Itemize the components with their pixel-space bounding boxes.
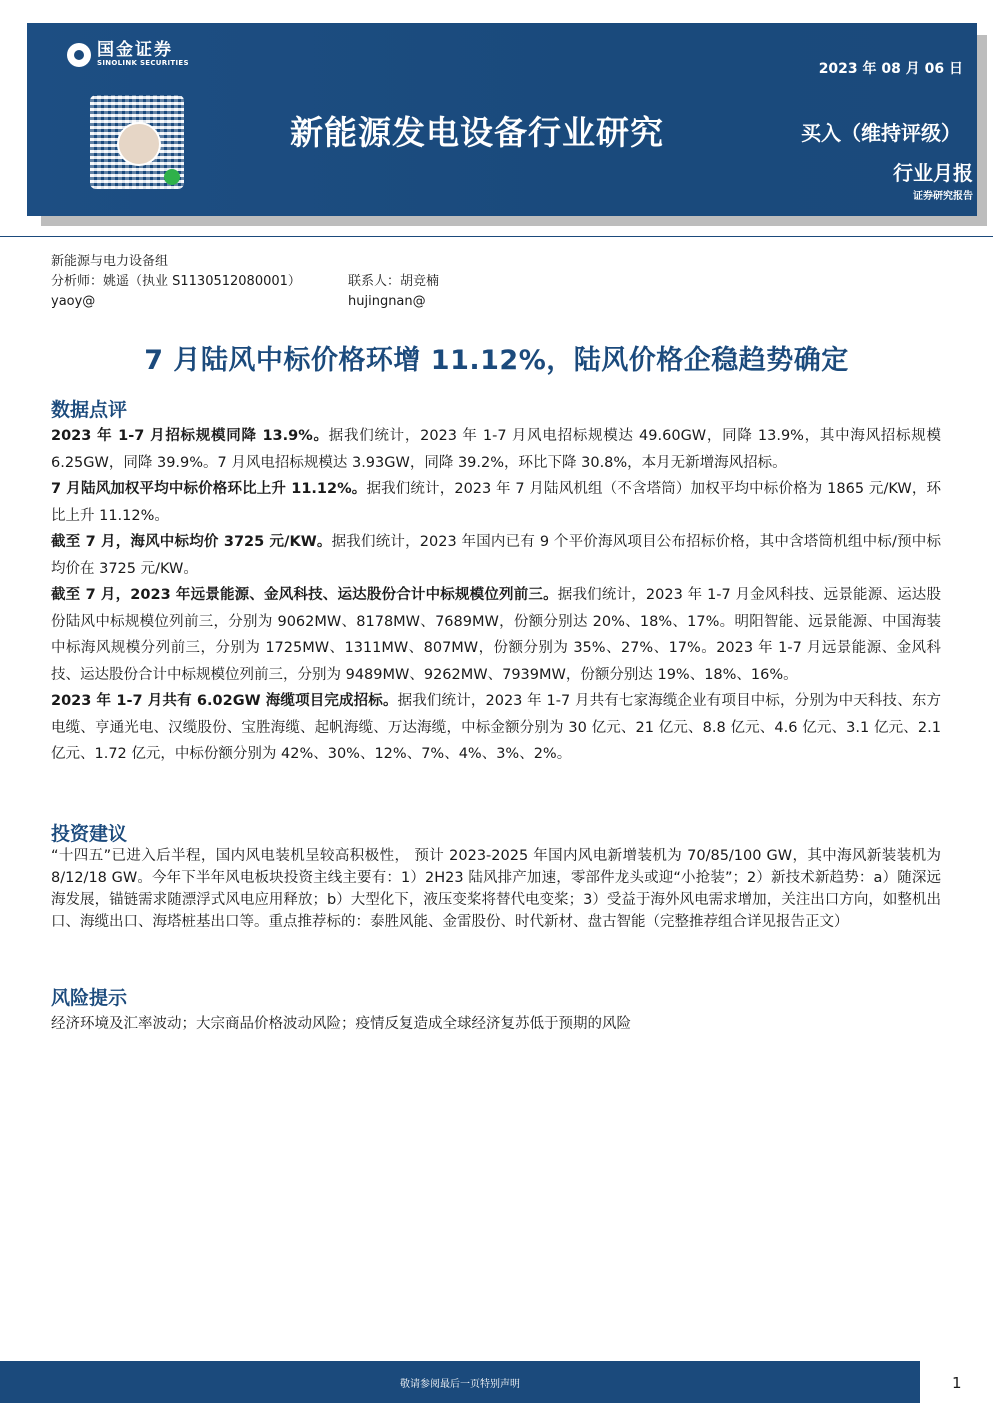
qr-center-logo — [117, 122, 161, 166]
paragraph — [51, 582, 941, 688]
analyst-name: 分析师：姚遥（执业 S1130512080001） — [51, 274, 301, 289]
paragraph-text: 据我们统计，2023 年国内已有 9 个平价海风项目公布招标价格，其中含塔筒机组中标/预中标均价在 3725 元/KW。 — [51, 534, 941, 577]
paragraph-text: 据我们统计，2023 年 1-7 月风电招标规模达 49.60GW，同降 13.9%，其中海风招标规模 6.25GW，同降 39.9%。7 月风电招标规模达 3.93GW，同降 39.2%，环比下降 30.8%，本月无新增海风招标。 — [51, 428, 941, 471]
footer-disclaimer: 敬请参阅最后一页特别声明 — [0, 1361, 920, 1403]
brand-name-cn: 国金证券 — [97, 40, 173, 60]
header-title: 新能源发电设备行业研究 — [290, 113, 664, 152]
paragraph-lead: 7 月陆风加权平均中标价格环比上升 11.12%。 — [51, 481, 367, 497]
paragraph — [51, 529, 941, 582]
paragraph-lead: 截至 7 月，海风中标均价 3725 元/KW。 — [51, 534, 332, 550]
paragraph-text: 据我们统计，2023 年 1-7 月金风科技、远景能源、运达股份陆风中标规模位列前三，分别为 9062MW、8178MW、7689MW，份额分别达 20%、18%、17%。明阳智能、远景能源、中国海装中标海风规模分列前三，分别为 1725MW、1311MW、807MW，份额分别为 35%、27%、17%。2023 年 1-7 月远景能源、金风科技、运达股份合计中标规模位列前三，分别为 9489MW、9262MW、7939MW，份额分别达 19%、18%、16%。 — [51, 587, 941, 683]
brand-logo-icon — [67, 43, 91, 67]
page-number: 1 — [952, 1374, 962, 1392]
paragraph-lead: 2023 年 1-7 月共有 6.02GW 海缆项目完成招标。 — [51, 693, 398, 709]
paragraph-text: 据我们统计，2023 年 1-7 月共有七家海缆企业有项目中标，分别为中天科技、东方电缆、亨通光电、汉缆股份、宝胜海缆、起帆海缆、万达海缆，中标金额分别为 30 亿元、21 亿元、8.8 亿元、4.6 亿元、3.1 亿元、2.1 亿元、1.72 亿元，中标份额分别为 42%、30%、12%、7%、4%、3%、2%。 — [51, 693, 941, 762]
risk-body — [51, 1013, 941, 1035]
data-review-body — [51, 423, 941, 768]
author-info — [51, 252, 439, 312]
header-divider — [0, 236, 993, 237]
paragraph-text: “十四五”已进入后半程，国内风电装机呈较高积极性， 预计 2023-2025 年国内风电新增装机为 70/85/100 GW，其中海风新装装机为 8/12/18 GW。今年下半年风电板块投资主线主要有：1）2H23 陆风排产加速，零部件龙头或迎“小抢装”；2）新技术新趋势：a）随深远海发展，锚链需求随漂浮式风电应用释放；b）大型化下，液压变桨将替代电变桨；3）受益于海外风电需求增加，关注出口方向，如整机出口、海缆出口、海塔桩基出口等。重点推荐标的：泰胜风能、金雷股份、时代新材、盘古智能（完整推荐组合详见报告正文） — [51, 848, 941, 930]
paragraph-text: 据我们统计，2023 年 7 月陆风机组（不含塔筒）加权平均中标价格为 1865 元/KW，环比上升 11.12%。 — [51, 481, 941, 524]
report-subtype: 证券研究报告 — [913, 191, 973, 202]
investment-body — [51, 845, 941, 933]
report-title: 7 月陆风中标价格环增 11.12%，陆风价格企稳趋势确定 — [144, 345, 849, 376]
brand-name-en: SINOLINK SECURITIES — [97, 59, 189, 67]
paragraph — [51, 423, 941, 476]
report-type: 行业月报 — [893, 161, 973, 185]
paragraph-lead: 2023 年 1-7 月招标规模同降 13.9%。 — [51, 428, 329, 444]
analyst-email[interactable]: yaoy@ — [51, 294, 96, 309]
contact-email[interactable]: hujingnan@ — [348, 294, 426, 309]
report-header — [27, 23, 977, 216]
team-name: 新能源与电力设备组 — [51, 254, 169, 269]
contact-name: 联系人：胡竞楠 — [348, 274, 440, 289]
paragraph-text: 经济环境及汇率波动；大宗商品价格波动风险；疫情反复造成全球经济复苏低于预期的风险 — [51, 1016, 631, 1032]
report-date: 2023 年 08 月 06 日 — [818, 61, 963, 77]
section-heading-data-review: 数据点评 — [51, 399, 128, 421]
mini-program-icon — [164, 169, 180, 185]
paragraph — [51, 688, 941, 768]
paragraph-lead: 截至 7 月，2023 年远景能源、金风科技、运达股份合计中标规模位列前三。 — [51, 587, 558, 603]
paragraph — [51, 476, 941, 529]
section-heading-investment: 投资建议 — [51, 823, 128, 845]
qr-code-icon — [90, 95, 184, 189]
rating: 买入（维持评级） — [801, 121, 961, 145]
section-heading-risk: 风险提示 — [51, 987, 128, 1009]
brand-logo — [67, 41, 189, 68]
